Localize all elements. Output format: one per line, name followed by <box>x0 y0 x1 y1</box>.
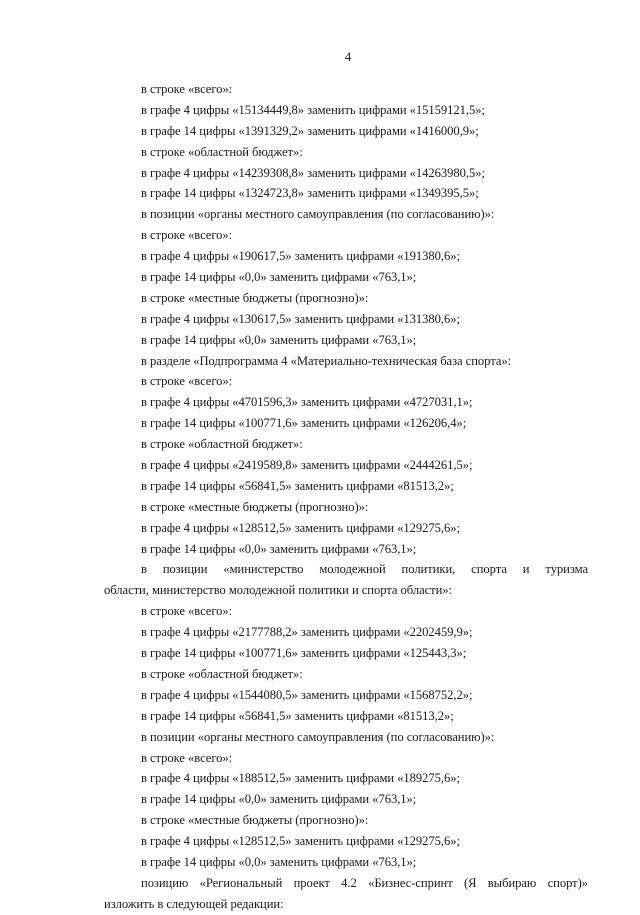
text-line: в графе 14 цифры «1391329,2» заменить цифрами «1416000,9»; <box>141 123 479 138</box>
text-line: в строке «областной бюджет»: <box>141 144 303 159</box>
text-line: в графе 14 цифры «56841,5» заменить цифрами «81513,2»; <box>141 708 454 723</box>
text-line: в графе 14 цифры «0,0» заменить цифрами «763,1»; <box>141 332 417 347</box>
text-line: в графе 4 цифры «128512,5» заменить цифрами «129275,6»; <box>141 834 460 849</box>
text-line: в графе 14 цифры «0,0» заменить цифрами «763,1»; <box>141 541 417 556</box>
text-line: в графе 14 цифры «100771,6» заменить цифрами «126206,4»; <box>141 416 467 431</box>
text-line: в графе 4 цифры «4701596,3» заменить цифрами «4727031,1»; <box>141 395 473 410</box>
text-line: в строке «всего»: <box>141 374 233 389</box>
text-line: в разделе «Подпрограмма 4 «Материально-техническая база спорта»: <box>141 353 512 368</box>
text-line: в позиции «министерство молодежной политики, спорта и туризма <box>141 562 588 577</box>
text-line: в строке «областной бюджет»: <box>141 437 303 452</box>
text-line: в графе 14 цифры «0,0» заменить цифрами «763,1»; <box>141 792 417 807</box>
text-line: в графе 14 цифры «0,0» заменить цифрами «763,1»; <box>141 270 417 285</box>
document-body <box>104 79 588 915</box>
text-line: в строке «местные бюджеты (прогнозно)»: <box>141 813 369 828</box>
text-line: в графе 4 цифры «130617,5» заменить цифрами «131380,6»; <box>141 311 460 326</box>
text-line: изложить в следующей редакции: <box>104 896 284 911</box>
text-line: в графе 14 цифры «100771,6» заменить цифрами «125443,3»; <box>141 646 467 661</box>
text-line: в строке «всего»: <box>141 604 233 619</box>
text-line: в строке «всего»: <box>141 750 233 765</box>
text-line: в графе 4 цифры «14239308,8» заменить цифрами «14263980,5»; <box>141 165 485 180</box>
text-line: в позиции «органы местного самоуправления (по согласованию)»: <box>141 207 495 222</box>
text-line: в графе 4 цифры «1544080,5» заменить цифрами «1568752,2»; <box>141 687 473 702</box>
text-line: в позиции «органы местного самоуправления (по согласованию)»: <box>141 729 495 744</box>
text-line: в графе 14 цифры «0,0» заменить цифрами «763,1»; <box>141 854 417 869</box>
text-line: в графе 4 цифры «188512,5» заменить цифрами «189275,6»; <box>141 771 460 786</box>
text-line: в графе 14 цифры «1324723,8» заменить цифрами «1349395,5»; <box>141 186 479 201</box>
text-line: позицию «Региональный проект 4.2 «Бизнес-спринт (Я выбираю спорт)» <box>141 875 588 890</box>
text-line: в строке «областной бюджет»: <box>141 666 303 681</box>
text-line: в строке «всего»: <box>141 82 233 96</box>
text-line: в графе 4 цифры «128512,5» заменить цифрами «129275,6»; <box>141 520 460 535</box>
text-line: в графе 4 цифры «190617,5» заменить цифрами «191380,6»; <box>141 249 460 264</box>
text-line: в графе 4 цифры «2177788,2» заменить цифрами «2202459,9»; <box>141 625 473 640</box>
text-line: области, министерство молодежной политики и спорта области»: <box>104 583 452 598</box>
text-line: в графе 4 цифры «2419589,8» заменить цифрами «2444261,5»; <box>141 458 473 473</box>
page-number: 4 <box>344 49 352 64</box>
text-line: в строке «местные бюджеты (прогнозно)»: <box>141 499 369 514</box>
text-line: в строке «всего»: <box>141 228 233 243</box>
text-line: в графе 4 цифры «15134449,8» заменить цифрами «15159121,5»; <box>141 102 485 117</box>
text-line: в графе 14 цифры «56841,5» заменить цифрами «81513,2»; <box>141 478 454 493</box>
text-line: в строке «местные бюджеты (прогнозно)»: <box>141 290 369 305</box>
